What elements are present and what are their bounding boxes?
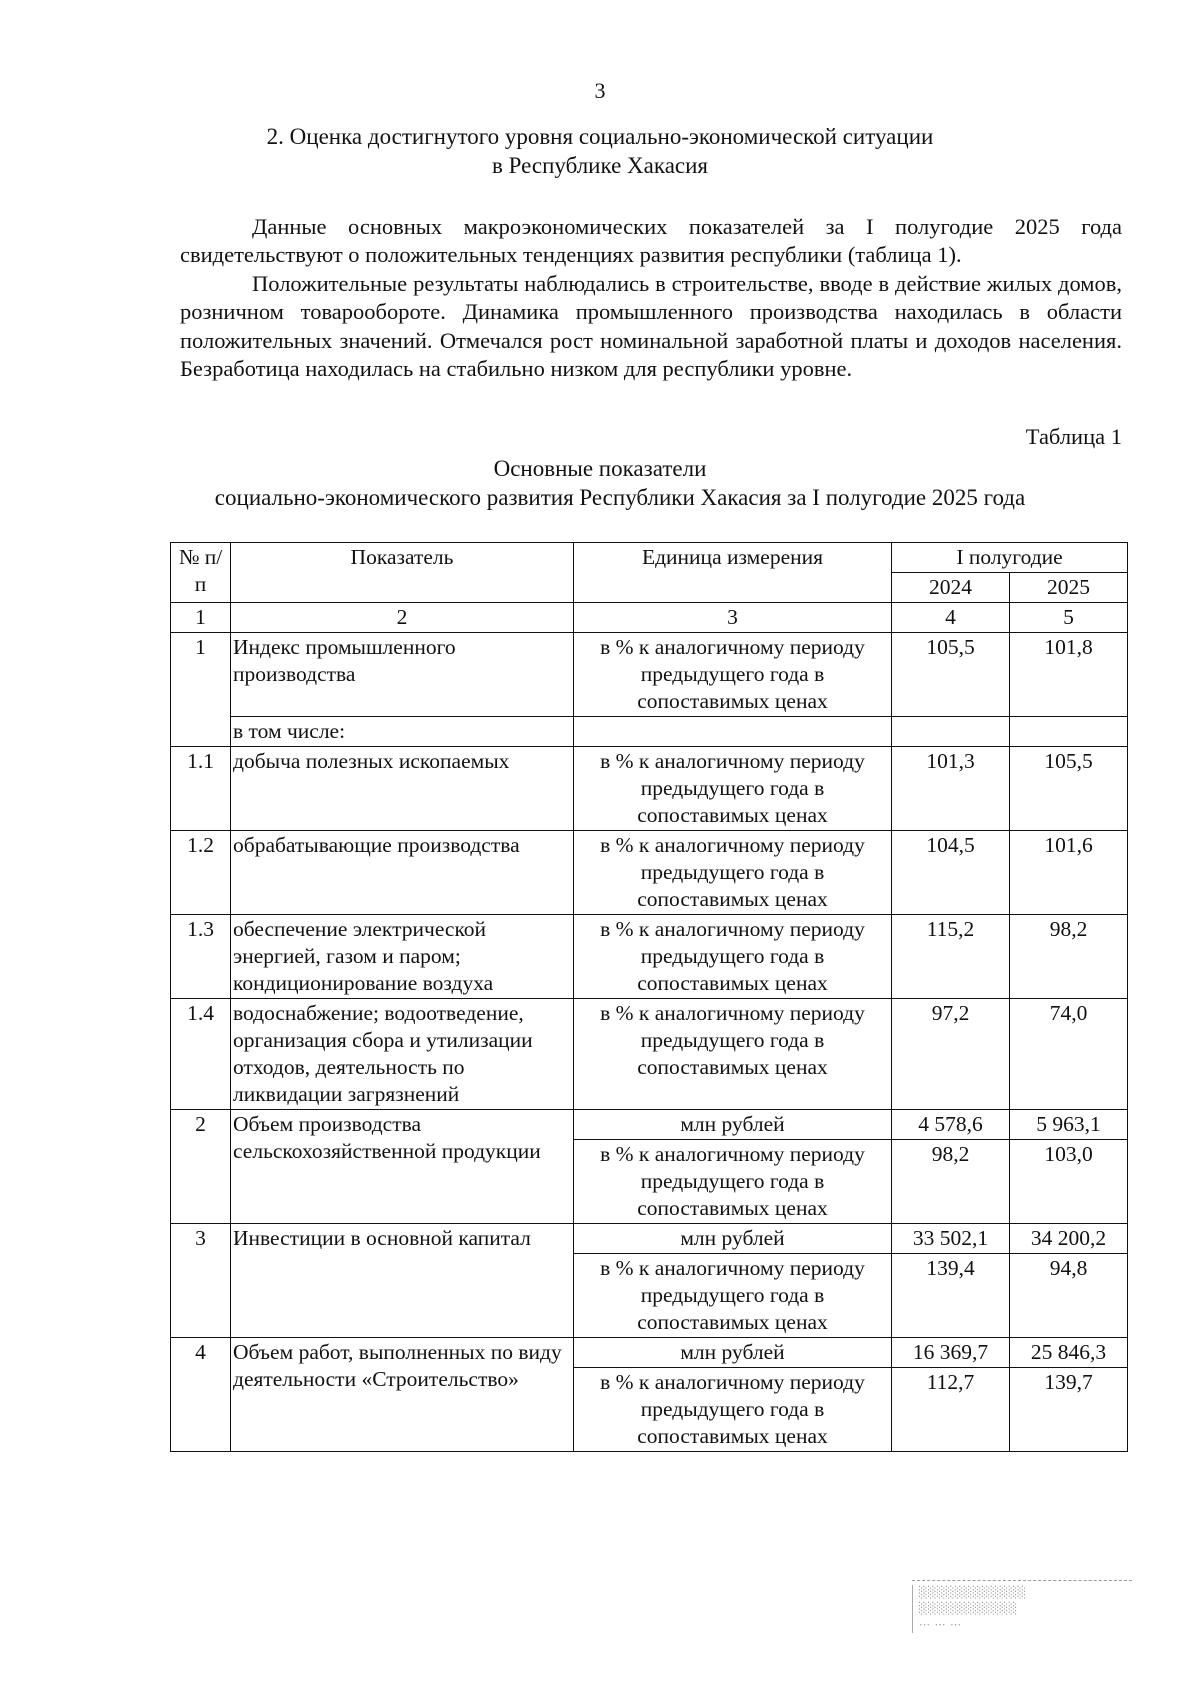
row-value-2024: 139,4 [892,1254,1010,1338]
row-value-2024: 4 578,6 [892,1110,1010,1140]
table-row [171,717,1128,747]
row-indicator: водоснабжение; водоотведение, организация сбора и утилизации отходов, деятельность по ликвидации загрязнений [231,999,574,1110]
header-indicator: Показатель [231,543,574,603]
row-value-2024: 104,5 [892,831,1010,915]
col-number-1: 1 [171,603,231,633]
table-row [171,999,1128,1110]
row-value-2024: 98,2 [892,1140,1010,1224]
row-indicator: Объем работ, выполненных по виду деятельности «Строительство» [231,1338,574,1452]
table-row [171,747,1128,831]
header-period: I полугодие [892,543,1128,573]
row-indicator: в том числе: [231,717,574,747]
row-value-2025: 101,6 [1010,831,1128,915]
table-row [171,633,1128,717]
row-num: 1 [171,633,231,747]
row-value-2024: 33 502,1 [892,1224,1010,1254]
row-num: 1.3 [171,915,231,999]
row-value-2025: 101,8 [1010,633,1128,717]
page-number: 3 [594,78,606,103]
row-unit: в % к аналогичному периоду предыдущего года в сопоставимых ценах [574,633,892,717]
indicators-table [170,542,1128,1452]
row-value-2025: 103,0 [1010,1140,1128,1224]
row-indicator: обрабатывающие производства [231,831,574,915]
table-title [0,454,1200,512]
table-title-line-1: Основные показатели [493,456,707,481]
row-unit: в % к аналогичному периоду предыдущего года в сопоставимых ценах [574,1368,892,1452]
table-row [171,831,1128,915]
row-indicator: обеспечение электрической энергией, газом и паром; кондиционирование воздуха [231,915,574,999]
col-number-2: 2 [231,603,574,633]
table-row [171,1224,1128,1254]
row-value-2024: 16 369,7 [892,1338,1010,1368]
row-unit: млн рублей [574,1338,892,1368]
row-value-2025: 34 200,2 [1010,1224,1128,1254]
row-indicator: Индекс промышленного производства [231,633,574,717]
row-indicator: Объем производства сельскохозяйственной продукции [231,1110,574,1224]
row-value-2024: 115,2 [892,915,1010,999]
table-row [171,1110,1128,1140]
paragraph-1: Данные основных макроэкономических показателей за I полугодие 2025 года свидетельствуют о положительных тенденциях развития республики (таблица 1). [180,214,1122,268]
registration-stamp-watermark: ░░░░░░░░░░░░ ░░░░░░░░░░░ ⋯ ⋯ ⋯ [912,1580,1132,1665]
header-year-2025: 2025 [1010,573,1128,603]
row-num: 1.2 [171,831,231,915]
row-unit: млн рублей [574,1224,892,1254]
row-value-2025: 98,2 [1010,915,1128,999]
row-num: 3 [171,1224,231,1338]
heading-line-1: 2. Оценка достигнутого уровня социально-экономической ситуации [266,124,934,149]
section-heading [0,122,1200,180]
row-value-2025: 94,8 [1010,1254,1128,1338]
table-label: Таблица 1 [1025,424,1122,449]
col-number-5: 5 [1010,603,1128,633]
row-num: 1.1 [171,747,231,831]
col-number-3: 3 [574,603,892,633]
table-row [171,1338,1128,1368]
row-num: 2 [171,1110,231,1224]
header-unit: Единица измерения [574,543,892,603]
row-unit: в % к аналогичному периоду предыдущего года в сопоставимых ценах [574,1140,892,1224]
row-value-2025: 25 846,3 [1010,1338,1128,1368]
row-value-2025: 74,0 [1010,999,1128,1110]
row-value-2024: 105,5 [892,633,1010,717]
row-unit: в % к аналогичному периоду предыдущего года в сопоставимых ценах [574,915,892,999]
row-unit: в % к аналогичному периоду предыдущего года в сопоставимых ценах [574,831,892,915]
row-value-2024: 101,3 [892,747,1010,831]
row-value-2024: 97,2 [892,999,1010,1110]
row-value-2025: 5 963,1 [1010,1110,1128,1140]
row-value-2024: 112,7 [892,1368,1010,1452]
row-indicator: добыча полезных ископаемых [231,747,574,831]
row-unit: в % к аналогичному периоду предыдущего года в сопоставимых ценах [574,1254,892,1338]
row-unit: в % к аналогичному периоду предыдущего года в сопоставимых ценах [574,747,892,831]
row-num: 4 [171,1338,231,1452]
header-num: № п/п [171,543,231,603]
table-row [171,915,1128,999]
heading-line-2: в Республике Хакасия [491,153,709,178]
paragraph-2: Положительные результаты наблюдались в строительстве, вводе в действие жилых домов, розничном товарообороте. Динамика промышленного производства находилась в области положительных значений. Отмечался рост номинальной заработной платы и доходов населения. Безработица находилась на стабильно низком для республики уровне. [180,271,1122,381]
row-indicator: Инвестиции в основной капитал [231,1224,574,1338]
row-num: 1.4 [171,999,231,1110]
row-value-2025: 105,5 [1010,747,1128,831]
col-number-4: 4 [892,603,1010,633]
column-numbers-row [171,603,1128,633]
row-unit: млн рублей [574,1110,892,1140]
row-unit: в % к аналогичному периоду предыдущего года в сопоставимых ценах [574,999,892,1110]
table-header-row [171,543,1128,573]
header-year-2024: 2024 [892,573,1010,603]
row-value-2025: 139,7 [1010,1368,1128,1452]
table-title-line-2: социально-экономического развития Республики Хакасия за I полугодие 2025 года [214,485,1026,510]
